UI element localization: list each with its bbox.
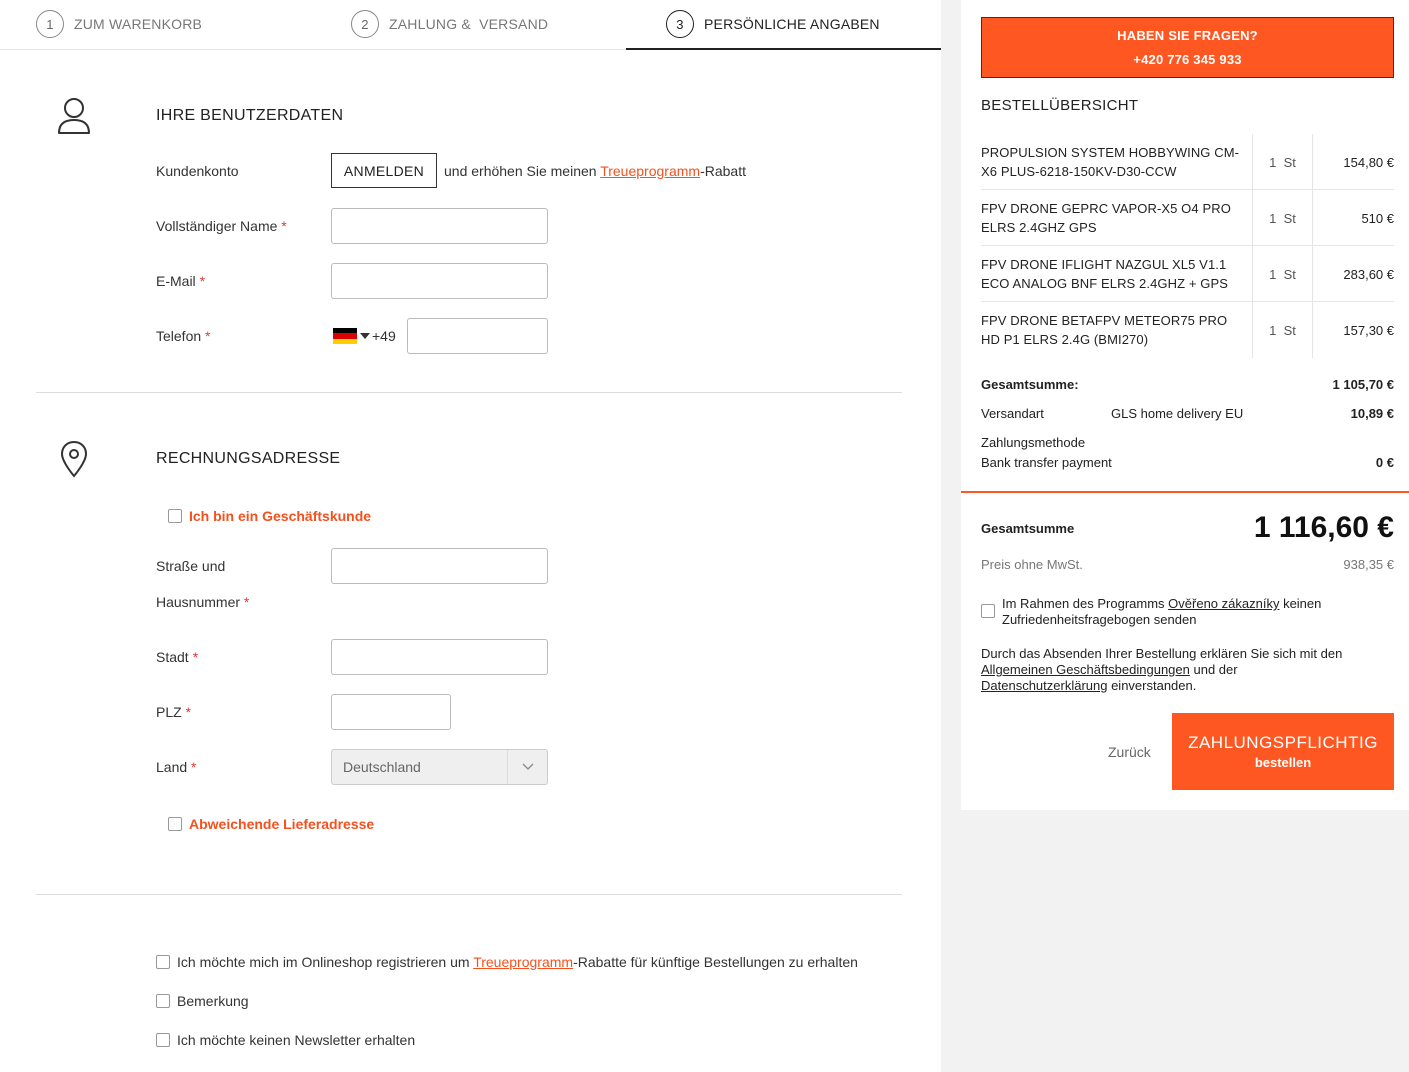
terms-end: einverstanden.	[1107, 678, 1197, 693]
step-number: 2	[351, 10, 379, 38]
survey-text: Im Rahmen des Programms	[1002, 596, 1169, 611]
shipping-method: GLS home delivery EU	[1111, 406, 1244, 421]
net-price-label: Preis ohne MwSt.	[981, 557, 1083, 572]
chevron-down-icon	[507, 750, 547, 784]
item-price: 157,30 €	[1343, 322, 1394, 338]
country-value: Deutschland	[343, 759, 421, 775]
survey-optout-checkbox[interactable]	[981, 596, 1321, 628]
register-suffix: -Rabatte für künftige Bestellungen zu erhalten	[573, 954, 858, 970]
full-name-input[interactable]	[331, 208, 548, 244]
country-label-text: Land	[156, 759, 188, 775]
login-button[interactable]: ANMELDEN	[331, 153, 437, 188]
item-name: FPV DRONE IFLIGHT NAZGUL XL5 V1.1 ECO ANALOG BNF ELRS 2.4GHZ + GPS	[981, 246, 1253, 302]
email-input[interactable]	[331, 263, 548, 299]
terms-conditions-link[interactable]: Allgemeinen Geschäftsbedingungen	[981, 662, 1190, 677]
step-personal-data[interactable]	[666, 10, 880, 38]
zip-label	[156, 704, 191, 720]
shipping-value: 10,89 €	[1350, 406, 1394, 421]
no-newsletter-label: Ich möchte keinen Newsletter erhalten	[177, 1032, 416, 1048]
zip-label-text: PLZ	[156, 704, 182, 720]
step-label: ZAHLUNG & VERSAND	[389, 16, 549, 32]
shipping-label: Versandart	[981, 406, 1044, 421]
city-label	[156, 649, 198, 665]
payment-value: 0 €	[1375, 455, 1394, 470]
back-link[interactable]: Zurück	[1108, 744, 1151, 760]
email-label-text: E-Mail	[156, 273, 196, 289]
street-input[interactable]	[331, 548, 548, 584]
street-label-text: Hausnummer	[156, 594, 241, 610]
order-item	[981, 246, 1394, 302]
item-name: PROPULSION SYSTEM HOBBYWING CM-X6 PLUS-6218-150KV-D30-CCW	[981, 134, 1253, 190]
required-mark: *	[185, 704, 192, 720]
required-mark: *	[192, 649, 199, 665]
step-number: 1	[36, 10, 64, 38]
location-pin-icon	[60, 440, 88, 481]
required-mark: *	[281, 218, 287, 234]
order-summary-title: BESTELLÜBERSICHT	[981, 97, 1139, 114]
checkbox-box[interactable]	[168, 817, 182, 831]
step-payment-shipping[interactable]	[351, 10, 548, 38]
required-mark: *	[191, 759, 197, 775]
order-item	[981, 302, 1394, 358]
terms-mid: und der	[1189, 662, 1238, 677]
name-label-text: Vollständiger Name	[156, 218, 278, 234]
section-divider	[36, 894, 902, 895]
payment-method: Bank transfer payment	[981, 455, 1112, 470]
phone-label-text: Telefon	[156, 328, 202, 344]
loyalty-link[interactable]: Treueprogramm	[600, 163, 701, 179]
subtotal-value: 1 105,70 €	[1332, 377, 1394, 392]
item-name: FPV DRONE GEPRC VAPOR-X5 O4 PRO ELRS 2.4GHZ GPS	[981, 190, 1253, 246]
item-name: FPV DRONE BETAFPV METEOR75 PRO HD P1 ELRS 2.4G (BMI270)	[981, 302, 1253, 358]
remark-checkbox[interactable]	[156, 993, 249, 1009]
order-item	[981, 190, 1394, 246]
active-step-underline	[626, 48, 941, 50]
survey-optout-label	[1002, 596, 1321, 628]
total-divider	[961, 491, 1409, 493]
login-hint	[444, 163, 746, 179]
item-qty: 1 St	[1253, 134, 1313, 190]
total-label: Gesamtsumme	[981, 521, 1075, 536]
checkbox-box[interactable]	[156, 994, 170, 1008]
place-order-button[interactable]	[1172, 713, 1394, 790]
required-mark: *	[199, 273, 206, 289]
country-label	[156, 759, 197, 775]
survey-text-suffix: keinen	[1279, 596, 1322, 611]
item-price: 283,60 €	[1343, 266, 1394, 282]
alt-delivery-label: Abweichende Lieferadresse	[189, 816, 375, 832]
country-select[interactable]	[331, 749, 548, 785]
item-price: 154,80 €	[1343, 154, 1394, 170]
business-customer-label: Ich bin ein Geschäftskunde	[189, 508, 372, 524]
city-label-text: Stadt	[156, 649, 189, 665]
country-code-selector[interactable]	[333, 328, 396, 344]
email-label	[156, 273, 205, 289]
phone-prefix: +49	[372, 328, 396, 344]
net-price-value: 938,35 €	[1343, 557, 1394, 572]
help-title: HABEN SIE FRAGEN?	[1117, 27, 1258, 43]
order-item	[981, 134, 1394, 190]
step-label: PERSÖNLICHE ANGABEN	[704, 16, 880, 32]
terms-line2	[981, 662, 1396, 678]
germany-flag-icon	[333, 328, 357, 344]
user-icon	[56, 96, 92, 139]
business-customer-checkbox[interactable]	[168, 508, 371, 524]
help-phone[interactable]: +420 776 345 933	[1133, 51, 1242, 67]
step-label: ZUM WARENKORB	[74, 16, 203, 32]
login-hint-suffix: -Rabatt	[700, 163, 746, 179]
terms-line3	[981, 678, 1396, 694]
survey-line1	[1002, 596, 1321, 612]
item-qty: 1 St	[1253, 246, 1313, 302]
chevron-down-icon	[360, 333, 370, 339]
street-label-line1: Straße und	[156, 558, 226, 574]
step-cart[interactable]	[36, 10, 202, 38]
place-order-label: ZAHLUNGSPFLICHTIG	[1188, 733, 1378, 752]
alt-delivery-checkbox[interactable]	[168, 816, 374, 832]
user-section-title: IHRE BENUTZERDATEN	[156, 107, 344, 124]
checkbox-box[interactable]	[156, 1033, 170, 1047]
billing-section-title: RECHNUNGSADRESSE	[156, 450, 341, 467]
zip-input[interactable]	[331, 694, 451, 730]
privacy-policy-link[interactable]: Datenschutzerklärung	[981, 678, 1108, 693]
register-checkbox[interactable]	[156, 954, 858, 970]
phone-label	[156, 328, 211, 344]
required-mark: *	[243, 594, 250, 610]
checkbox-box[interactable]	[156, 955, 170, 969]
place-order-sublabel: bestellen	[1254, 755, 1312, 770]
street-label-line2	[156, 594, 249, 610]
item-price: 510 €	[1361, 210, 1394, 226]
payment-label: Zahlungsmethode	[981, 435, 1086, 450]
no-newsletter-checkbox[interactable]	[156, 1032, 415, 1048]
item-qty: 1 St	[1253, 302, 1313, 358]
survey-program-link[interactable]: Ověřeno zákazníky	[1168, 596, 1280, 611]
checkbox-box[interactable]	[981, 604, 995, 618]
help-contact-box[interactable]	[981, 17, 1394, 78]
phone-input[interactable]	[407, 318, 548, 354]
name-label	[156, 218, 287, 234]
register-text: Ich möchte mich im Onlineshop registrieren um	[177, 954, 474, 970]
loyalty-link[interactable]: Treueprogramm	[473, 954, 574, 970]
terms-text	[981, 646, 1396, 694]
city-input[interactable]	[331, 639, 548, 675]
account-label: Kundenkonto	[156, 163, 239, 179]
login-hint-text: und erhöhen Sie meinen	[444, 163, 601, 179]
step-number: 3	[666, 10, 694, 38]
register-label	[177, 954, 858, 970]
section-divider	[36, 392, 902, 393]
checkbox-box[interactable]	[168, 509, 182, 523]
item-qty: 1 St	[1253, 190, 1313, 246]
remark-label: Bemerkung	[177, 993, 249, 1009]
required-mark: *	[205, 328, 211, 344]
subtotal-label: Gesamtsumme:	[981, 377, 1079, 392]
terms-line1: Durch das Absenden Ihrer Bestellung erklären Sie sich mit den	[981, 646, 1343, 661]
total-value: 1 116,60 €	[1253, 511, 1394, 544]
survey-line2: Zufriedenheitsfragebogen senden	[1002, 612, 1197, 627]
